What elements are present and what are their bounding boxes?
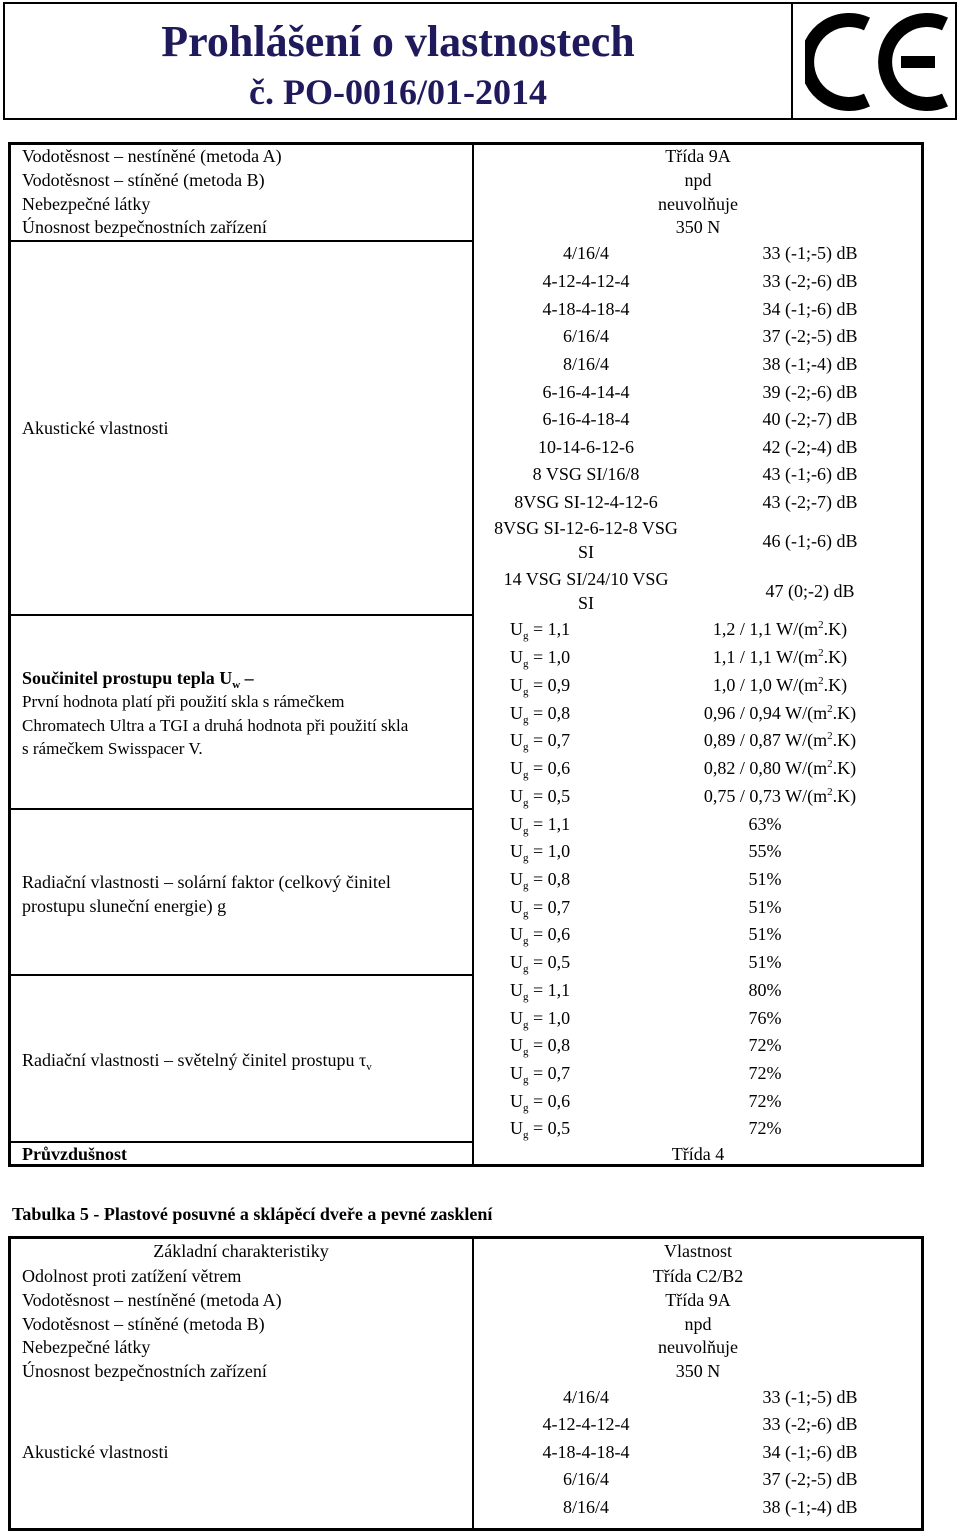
ug-number: = 0,6 — [528, 924, 571, 944]
uw-subscript: w — [232, 679, 241, 691]
ug-subscript: g — [523, 963, 529, 975]
unit-superscript: 2 — [827, 758, 833, 770]
air-permeability-label: Průvzdušnost — [22, 1144, 128, 1164]
ug-number: = 1,1 — [528, 980, 571, 1000]
ug-number: = 1,0 — [528, 1008, 571, 1028]
glass-config: 14 VSG SI/24/10 VSG — [503, 569, 669, 589]
table5-header-left: Základní charakteristiky — [153, 1241, 329, 1261]
ug-symbol: U — [510, 730, 523, 750]
unit-superscript: 2 — [827, 730, 833, 742]
tau-value: 72% — [748, 1118, 782, 1138]
ug-subscript: g — [523, 1102, 529, 1114]
g-value: 51% — [748, 897, 782, 917]
property-label: Únosnost bezpečnostních zařízení — [22, 1361, 267, 1381]
ug-value — [510, 784, 570, 808]
property-value: neuvolňuje — [658, 194, 738, 214]
acoustic-value: 37 (-2;-5) dB — [762, 1469, 858, 1489]
uw-label — [22, 666, 254, 690]
uw-value — [650, 617, 910, 641]
property-label: Nebezpečné látky — [22, 1337, 151, 1357]
air-permeability-value: Třída 4 — [671, 1144, 725, 1164]
ug-symbol: U — [510, 786, 523, 806]
document-header — [3, 2, 957, 120]
ug-value — [510, 1116, 570, 1140]
ug-subscript: g — [523, 935, 529, 947]
unit-tail: .K) — [832, 786, 857, 806]
unit-tail: .K) — [832, 758, 857, 778]
unit-superscript: 2 — [818, 675, 824, 687]
property-label: Vodotěsnost – stíněné (metoda B) — [22, 170, 265, 190]
table5-header-right: Vlastnost — [663, 1241, 732, 1261]
acoustic-value: 46 (-1;-6) dB — [762, 531, 858, 551]
table-column-divider — [472, 142, 474, 1167]
ug-value — [510, 812, 570, 836]
ug-symbol: U — [510, 675, 523, 695]
ug-number: = 0,5 — [528, 952, 571, 972]
acoustic-value: 42 (-2;-4) dB — [762, 437, 858, 457]
glass-config: SI — [577, 593, 594, 613]
acoustic-value: 43 (-2;-7) dB — [762, 492, 858, 512]
tau-value: 80% — [748, 980, 782, 1000]
ug-number: = 0,7 — [528, 1063, 571, 1083]
ug-value — [510, 1006, 570, 1030]
ug-subscript: g — [523, 852, 529, 864]
row-divider — [8, 808, 474, 810]
unit-superscript: 2 — [818, 619, 824, 631]
ug-subscript: g — [523, 825, 529, 837]
ug-number: = 1,0 — [528, 841, 571, 861]
uw-note: První hodnota platí při použití skla s rámečkem — [22, 692, 345, 711]
ug-value — [510, 617, 570, 641]
property-label: Vodotěsnost – stíněné (metoda B) — [22, 1314, 265, 1334]
property-label: Vodotěsnost – nestíněné (metoda A) — [22, 1290, 282, 1310]
ug-symbol: U — [510, 1091, 523, 1111]
acoustic-value: 43 (-1;-6) dB — [762, 464, 858, 484]
property-label: Odolnost proti zatížení větrem — [22, 1266, 242, 1286]
ug-number: = 0,8 — [528, 1035, 571, 1055]
ug-value — [510, 867, 570, 891]
ug-number: = 0,6 — [528, 758, 571, 778]
uw-label-text: Součinitel prostupu tepla U — [22, 668, 233, 688]
ug-symbol: U — [510, 1063, 523, 1083]
acoustic-value: 33 (-2;-6) dB — [762, 1414, 858, 1434]
uw-number: 0,89 / 0,87 W/(m — [703, 730, 828, 750]
row-divider — [8, 614, 474, 616]
uw-value — [650, 728, 910, 752]
ug-subscript: g — [523, 630, 529, 642]
tau-subscript: v — [366, 1061, 372, 1073]
g-value: 51% — [748, 869, 782, 889]
ug-subscript: g — [523, 880, 529, 892]
uw-note: Chromatech Ultra a TGI a druhá hodnota při použití skla — [22, 716, 409, 735]
ug-subscript: g — [523, 714, 529, 726]
ug-value — [510, 839, 570, 863]
ug-value — [510, 1033, 570, 1057]
ug-subscript: g — [523, 686, 529, 698]
ug-symbol: U — [510, 703, 523, 723]
uw-note: s rámečkem Swisspacer V. — [22, 739, 203, 758]
uw-value — [650, 673, 910, 697]
unit-superscript: 2 — [827, 786, 833, 798]
ug-subscript: g — [523, 1129, 529, 1141]
property-label: Nebezpečné látky — [22, 194, 151, 214]
property-label: Únosnost bezpečnostních zařízení — [22, 217, 267, 237]
acoustic-value: 33 (-1;-5) dB — [762, 243, 858, 263]
uw-label-dash: – — [240, 668, 254, 688]
ug-subscript: g — [523, 1019, 529, 1031]
property-value: 350 N — [675, 217, 721, 237]
ug-symbol: U — [510, 841, 523, 861]
ug-symbol: U — [510, 924, 523, 944]
glass-config: 8VSG SI-12-4-12-6 — [514, 492, 658, 512]
ug-value — [510, 922, 570, 946]
ug-subscript: g — [523, 741, 529, 753]
tau-value: 72% — [748, 1091, 782, 1111]
ug-subscript: g — [523, 991, 529, 1003]
acoustic-value: 47 (0;-2) dB — [765, 581, 855, 601]
ug-symbol: U — [510, 619, 523, 639]
tau-label — [22, 1048, 372, 1072]
uw-number: 0,82 / 0,80 W/(m — [703, 758, 828, 778]
property-label: Vodotěsnost – nestíněné (metoda A) — [22, 146, 282, 166]
uw-number: 0,96 / 0,94 W/(m — [703, 703, 828, 723]
property-value: npd — [684, 170, 712, 190]
acoustic-value: 34 (-1;-6) dB — [762, 1442, 858, 1462]
ug-number: = 0,5 — [528, 786, 571, 806]
unit-superscript: 2 — [818, 647, 824, 659]
glass-config: 10-14-6-12-6 — [538, 437, 634, 457]
ug-subscript: g — [523, 769, 529, 781]
ug-number: = 0,8 — [528, 703, 571, 723]
acoustic-value: 34 (-1;-6) dB — [762, 299, 858, 319]
ug-value — [510, 1089, 570, 1113]
tau-value: 72% — [748, 1035, 782, 1055]
document-title: Prohlášení o vlastnostech — [161, 17, 635, 66]
g-value: 55% — [748, 841, 782, 861]
row-divider — [8, 974, 474, 976]
property-value: neuvolňuje — [658, 1337, 738, 1357]
ug-value — [510, 728, 570, 752]
row-divider — [8, 240, 474, 242]
ug-symbol: U — [510, 1035, 523, 1055]
glass-config: 8VSG SI-12-6-12-8 VSG — [494, 518, 678, 538]
glass-config: 6/16/4 — [562, 326, 609, 346]
glass-config: 4/16/4 — [562, 1387, 609, 1407]
glass-config: 6/16/4 — [562, 1469, 609, 1489]
unit-tail: .K) — [832, 730, 857, 750]
property-value: 350 N — [675, 1361, 721, 1381]
g-value: 51% — [748, 924, 782, 944]
glass-config: SI — [577, 542, 594, 562]
unit-tail: .K) — [823, 619, 848, 639]
unit-superscript: 2 — [827, 703, 833, 715]
unit-tail: .K) — [823, 647, 848, 667]
g-label: Radiační vlastnosti – solární faktor (celkový činitel — [22, 872, 391, 892]
tau-label-text: Radiační vlastnosti – světelný činitel prostupu τ — [22, 1050, 367, 1070]
acoustic-value: 38 (-1;-4) dB — [762, 1497, 858, 1517]
acoustic-value: 40 (-2;-7) dB — [762, 409, 858, 429]
title-block — [5, 4, 793, 118]
glass-config: 4-18-4-18-4 — [542, 299, 630, 319]
ug-symbol: U — [510, 897, 523, 917]
ug-value — [510, 701, 570, 725]
ug-number: = 1,1 — [528, 619, 571, 639]
ug-subscript: g — [523, 797, 529, 809]
glass-config: 8 VSG SI/16/8 — [532, 464, 640, 484]
glass-config: 4-12-4-12-4 — [542, 1414, 630, 1434]
property-value: npd — [684, 1314, 712, 1334]
acoustic-label: Akustické vlastnosti — [22, 1442, 169, 1462]
ug-number: = 0,7 — [528, 897, 571, 917]
ug-value — [510, 978, 570, 1002]
ug-value — [510, 756, 570, 780]
ug-symbol: U — [510, 1008, 523, 1028]
uw-value — [650, 701, 910, 725]
ug-value — [510, 645, 570, 669]
uw-number: 1,0 / 1,0 W/(m — [712, 675, 819, 695]
acoustic-value: 33 (-1;-5) dB — [762, 1387, 858, 1407]
property-value: Třída 9A — [665, 1290, 731, 1310]
unit-tail: .K) — [832, 703, 857, 723]
ug-value — [510, 895, 570, 919]
glass-config: 6-16-4-18-4 — [542, 409, 630, 429]
ug-number: = 1,1 — [528, 814, 571, 834]
ug-number: = 0,7 — [528, 730, 571, 750]
g-value: 63% — [748, 814, 782, 834]
uw-number: 0,75 / 0,73 W/(m — [703, 786, 828, 806]
unit-tail: .K) — [823, 675, 848, 695]
glass-config: 4/16/4 — [562, 243, 609, 263]
ug-number: = 0,8 — [528, 869, 571, 889]
ug-subscript: g — [523, 908, 529, 920]
ug-symbol: U — [510, 869, 523, 889]
ug-number: = 0,6 — [528, 1091, 571, 1111]
ug-symbol: U — [510, 758, 523, 778]
ug-value — [510, 673, 570, 697]
property-value: Třída 9A — [665, 146, 731, 166]
g-value: 51% — [748, 952, 782, 972]
ug-symbol: U — [510, 647, 523, 667]
ug-number: = 0,5 — [528, 1118, 571, 1138]
acoustic-value: 38 (-1;-4) dB — [762, 354, 858, 374]
table5-caption: Tabulka 5 - Plastové posuvné a sklápěcí dveře a pevné zasklení — [12, 1204, 493, 1224]
ug-value — [510, 950, 570, 974]
uw-number: 1,2 / 1,1 W/(m — [712, 619, 819, 639]
acoustic-value: 37 (-2;-5) dB — [762, 326, 858, 346]
glass-config: 8/16/4 — [562, 1497, 609, 1517]
ug-subscript: g — [523, 1046, 529, 1058]
ug-symbol: U — [510, 952, 523, 972]
uw-value — [650, 756, 910, 780]
tau-value: 76% — [748, 1008, 782, 1028]
ug-symbol: U — [510, 814, 523, 834]
ug-value — [510, 1061, 570, 1085]
ug-number: = 1,0 — [528, 647, 571, 667]
document-number: č. PO-0016/01-2014 — [249, 72, 547, 112]
acoustic-value: 33 (-2;-6) dB — [762, 271, 858, 291]
uw-number: 1,1 / 1,1 W/(m — [712, 647, 819, 667]
uw-value — [650, 784, 910, 808]
ug-symbol: U — [510, 1118, 523, 1138]
ug-subscript: g — [523, 1074, 529, 1086]
g-label: prostupu sluneční energie) g — [22, 896, 227, 916]
glass-config: 4-18-4-18-4 — [542, 1442, 630, 1462]
glass-config: 6-16-4-14-4 — [542, 382, 630, 402]
ug-symbol: U — [510, 980, 523, 1000]
glass-config: 4-12-4-12-4 — [542, 271, 630, 291]
ug-number: = 0,9 — [528, 675, 571, 695]
property-value: Třída C2/B2 — [652, 1266, 744, 1286]
glass-config: 8/16/4 — [562, 354, 609, 374]
acoustic-value: 39 (-2;-6) dB — [762, 382, 858, 402]
uw-value — [650, 645, 910, 669]
tau-value: 72% — [748, 1063, 782, 1083]
ug-subscript: g — [523, 658, 529, 670]
acoustic-label: Akustické vlastnosti — [22, 418, 169, 438]
ce-mark-logo — [805, 10, 955, 114]
